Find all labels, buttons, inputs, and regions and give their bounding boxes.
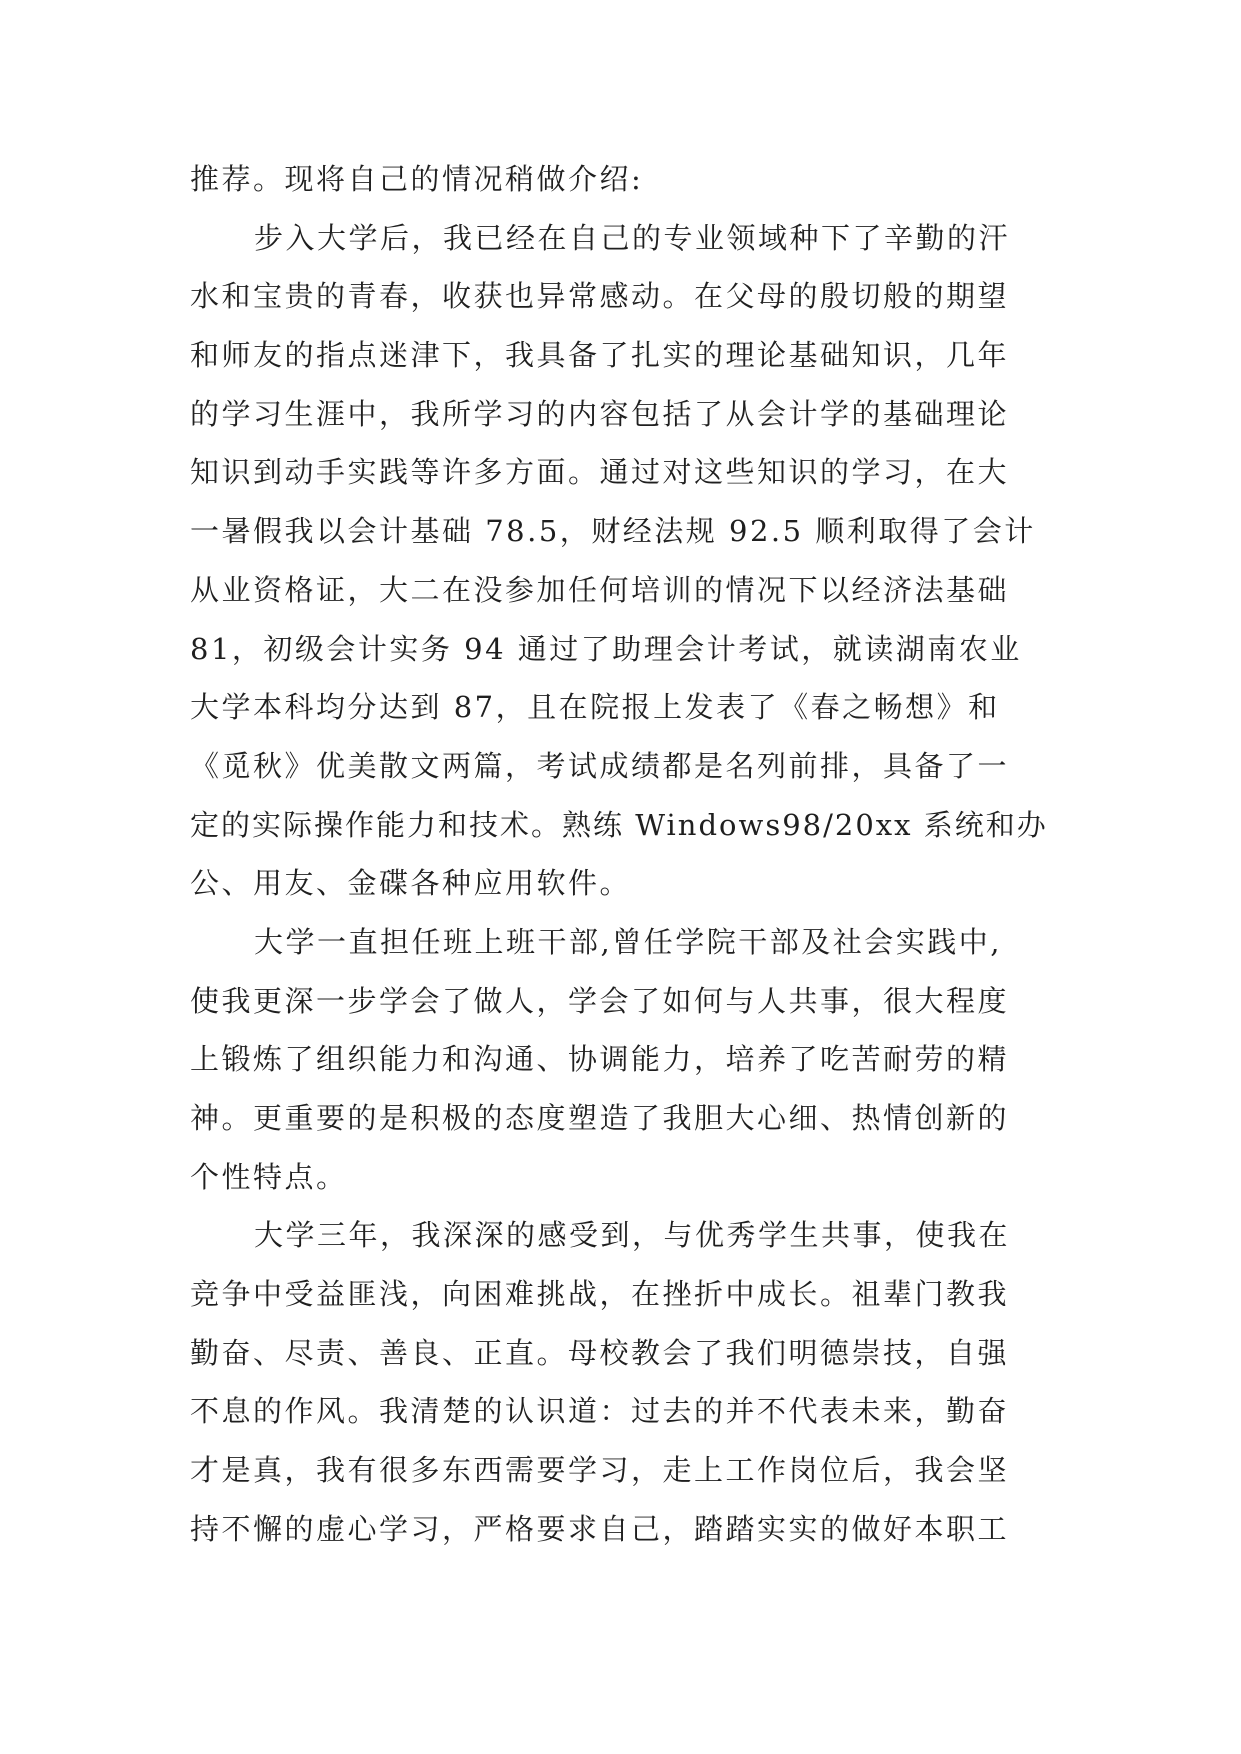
text-line: 大学一直担任班上班干部,曾任学院干部及社会实践中, (254, 924, 1002, 959)
text-line: 知识到动手实践等许多方面。通过对这些知识的学习，在大 (190, 455, 1010, 490)
text-line: 《觅秋》优美散文两篇，考试成绩都是名列前排，具备了一 (190, 748, 1010, 783)
text-line: 使我更深一步学会了做人，学会了如何与人共事，很大程度 (190, 983, 1010, 1018)
text-line: 定的实际操作能力和技术。熟练 Windows98/20xx 系统和办 (190, 807, 1048, 842)
text-line: 神。更重要的是积极的态度塑造了我胆大心细、热情创新的 (190, 1101, 1010, 1135)
text-line: 推荐。现将自己的情况稍做介绍: (190, 162, 644, 196)
text-line: 大学本科均分达到 87，且在院报上发表了《春之畅想》和 (190, 690, 1000, 725)
text-line: 个性特点。 (190, 1159, 348, 1194)
text-line: 和师友的指点迷津下，我具备了扎实的理论基础知识，几年 (190, 338, 1010, 373)
text-line: 从业资格证，大二在没参加任何培训的情况下以经济法基础 (190, 572, 1010, 607)
text-line: 持不懈的虚心学习，严格要求自己，踏踏实实的做好本职工 (190, 1511, 1010, 1546)
text-line: 的学习生涯中，我所学习的内容包括了从会计学的基础理论 (190, 396, 1010, 431)
text-line: 81，初级会计实务 94 通过了助理会计考试，就读湖南农业 (190, 631, 1022, 666)
text-line: 一暑假我以会计基础 78.5，财经法规 92.5 顺利取得了会计 (190, 514, 1036, 549)
text-line: 公、用友、金碟各种应用软件。 (190, 866, 632, 901)
text-line: 步入大学后，我已经在自己的专业领域种下了辛勤的汗 (254, 220, 1011, 255)
text-line: 水和宝贵的青春，收获也异常感动。在父母的殷切般的期望 (190, 279, 1010, 314)
text-line: 不息的作风。我清楚的认识道：过去的并不代表未来，勤奋 (190, 1394, 1010, 1429)
text-line: 竞争中受益匪浅，向困难挑战，在挫折中成长。祖辈门教我 (190, 1277, 1010, 1312)
body-text (190, 150, 1052, 1559)
text-line: 大学三年，我深深的感受到，与优秀学生共事，使我在 (254, 1218, 1011, 1253)
text-line: 才是真，我有很多东西需要学习，走上工作岗位后，我会坚 (190, 1453, 1010, 1488)
text-line: 勤奋、尽责、善良、正直。母校教会了我们明德崇技，自强 (190, 1335, 1010, 1370)
text-line: 上锻炼了组织能力和沟通、协调能力，培养了吃苦耐劳的精 (190, 1042, 1010, 1077)
